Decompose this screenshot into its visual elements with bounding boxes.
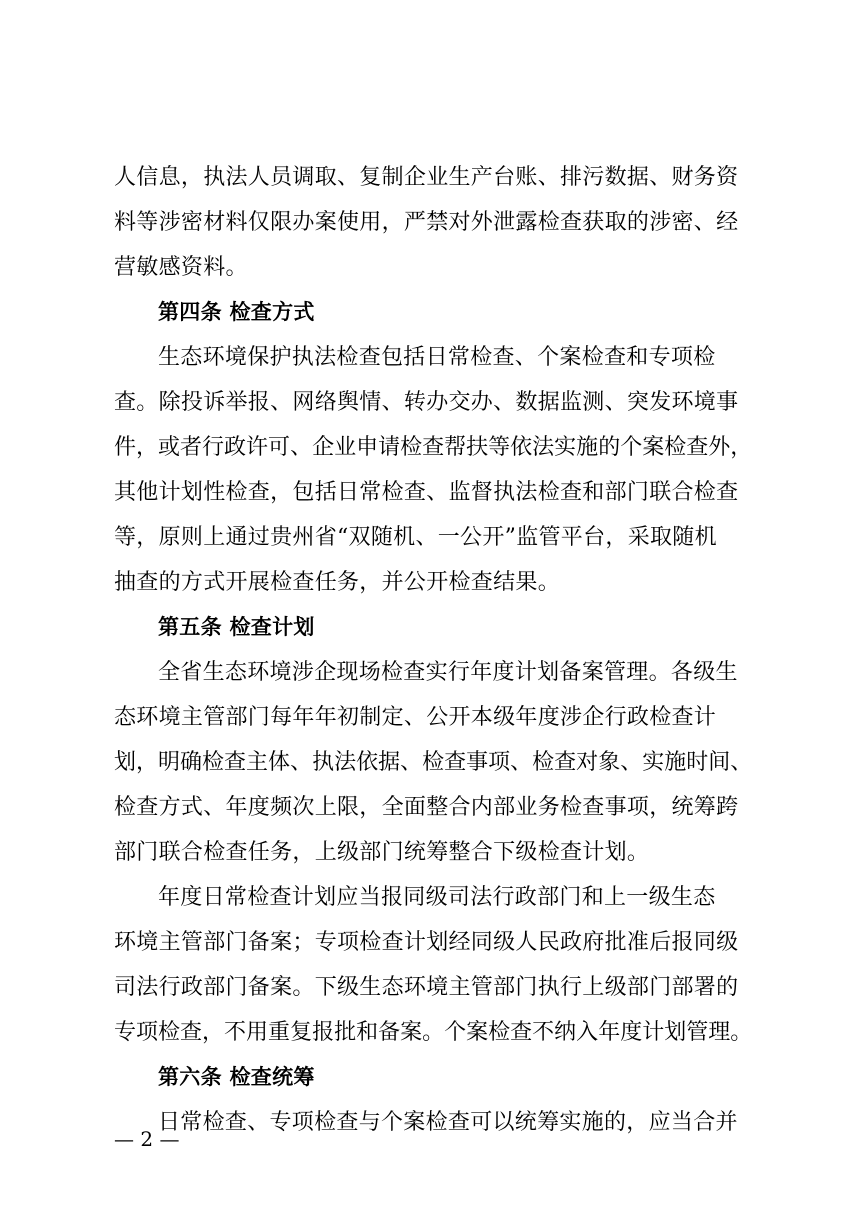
text-line: 查。除投诉举报、网络舆情、转办交办、数据监测、突发环境事: [114, 390, 739, 415]
text-line: 检查方式、年度频次上限，全面整合内部业务检查事项，统筹跨: [114, 795, 739, 820]
text-line: 年度日常检查计划应当报同级司法行政部门和上一级生态: [158, 885, 716, 910]
page-number: — 2 —: [114, 1127, 180, 1151]
text-line: 态环境主管部门每年年初制定、公开本级年度涉企行政检查计: [114, 705, 717, 730]
document-body: [114, 155, 754, 1145]
text-line: 划，明确检查主体、执法依据、检查事项、检查对象、实施时间、: [114, 750, 753, 775]
text-line: 专项检查，不用重复报批和备案。个案检查不纳入年度计划管理。: [114, 1020, 753, 1045]
text-line: 件，或者行政许可、企业申请检查帮扶等依法实施的个案检查外，: [114, 435, 753, 460]
article-heading: 第五条 检查计划: [158, 615, 315, 639]
text-line: 其他计划性检查，包括日常检查、监督执法检查和部门联合检查: [114, 480, 739, 505]
text-line: 营敏感资料。: [114, 255, 248, 280]
text-line: 日常检查、专项检查与个案检查可以统筹实施的，应当合并: [158, 1110, 738, 1135]
text-line: 人信息，执法人员调取、复制企业生产台账、排污数据、财务资: [114, 165, 739, 190]
article-heading: 第四条 检查方式: [158, 300, 315, 324]
text-line: 抽查的方式开展检查任务，并公开检查结果。: [114, 570, 561, 595]
text-line: 生态环境保护执法检查包括日常检查、个案检查和专项检: [158, 345, 716, 370]
text-line: 司法行政部门备案。下级生态环境主管部门执行上级部门部署的: [114, 975, 739, 1000]
text-line: 部门联合检查任务，上级部门统筹整合下级检查计划。: [114, 840, 650, 865]
text-line: 环境主管部门备案；专项检查计划经同级人民政府批准后报同级: [114, 930, 739, 955]
text-line: 等，原则上通过贵州省“双随机、一公开”监管平台，采取随机: [114, 525, 717, 550]
article-heading: 第六条 检查统筹: [158, 1065, 315, 1089]
text-line: 全省生态环境涉企现场检查实行年度计划备案管理。各级生: [158, 660, 738, 685]
text-line: 料等涉密材料仅限办案使用，严禁对外泄露检查获取的涉密、经: [114, 210, 739, 235]
